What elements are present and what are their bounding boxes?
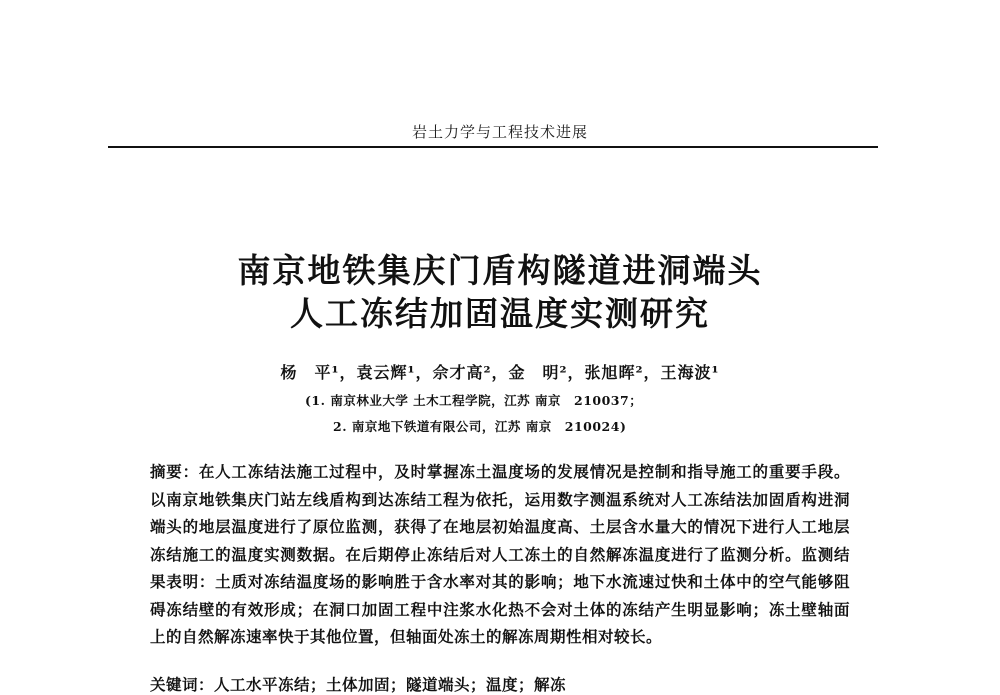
affiliation-1: (1. 南京林业大学 土木工程学院，江苏 南京 210037；: [305, 393, 643, 408]
abstract-label: 摘要：: [150, 462, 199, 481]
keywords-text: 人工水平冻结；土体加固；隧道端头；温度；解冻: [214, 675, 567, 694]
keywords-label: 关键词：: [150, 675, 215, 694]
running-header: 岩土力学与工程技术进展: [411, 123, 588, 141]
title-line-2: 人工冻结加固温度实测研究: [290, 294, 710, 333]
abstract-text: 在人工冻结法施工过程中，及时掌握冻土温度场的发展情况是控制和指导施工的重要手段。以南京地铁集庆门站左线盾构到达冻结工程为依托，运用数字测温系统对人工冻结法加固盾构进洞端头的地层温度进行了原位监测，获得了在地层初始温度高、土层含水量大的情况下进行人工地层冻结施工的温度实测数据。在后期停止冻结后对人工冻土的自然解冻温度进行了监测分析。监测结果表明：土质对冻结温度场的影响胜于含水率对其的影响；地下水流速过快和土体中的空气能够阻碍冻结壁的有效形成；在洞口加固工程中注浆水化热不会对土体的冻结产生明显影响；冻土壁轴面上的自然解冻速率快于其他位置，但轴面处冻土的解冻周期性相对较长。: [150, 462, 850, 646]
abstract: [150, 458, 850, 651]
author-list: 杨 平¹，袁云辉¹，佘才高²，金 明²，张旭晖²，王海波¹: [280, 363, 720, 382]
header-rule: [108, 146, 878, 148]
affiliation-2: 2. 南京地下铁道有限公司，江苏 南京 210024): [333, 419, 627, 434]
keywords: [150, 673, 850, 695]
title-line-1: 南京地铁集庆门盾构隧道进洞端头: [237, 251, 763, 290]
